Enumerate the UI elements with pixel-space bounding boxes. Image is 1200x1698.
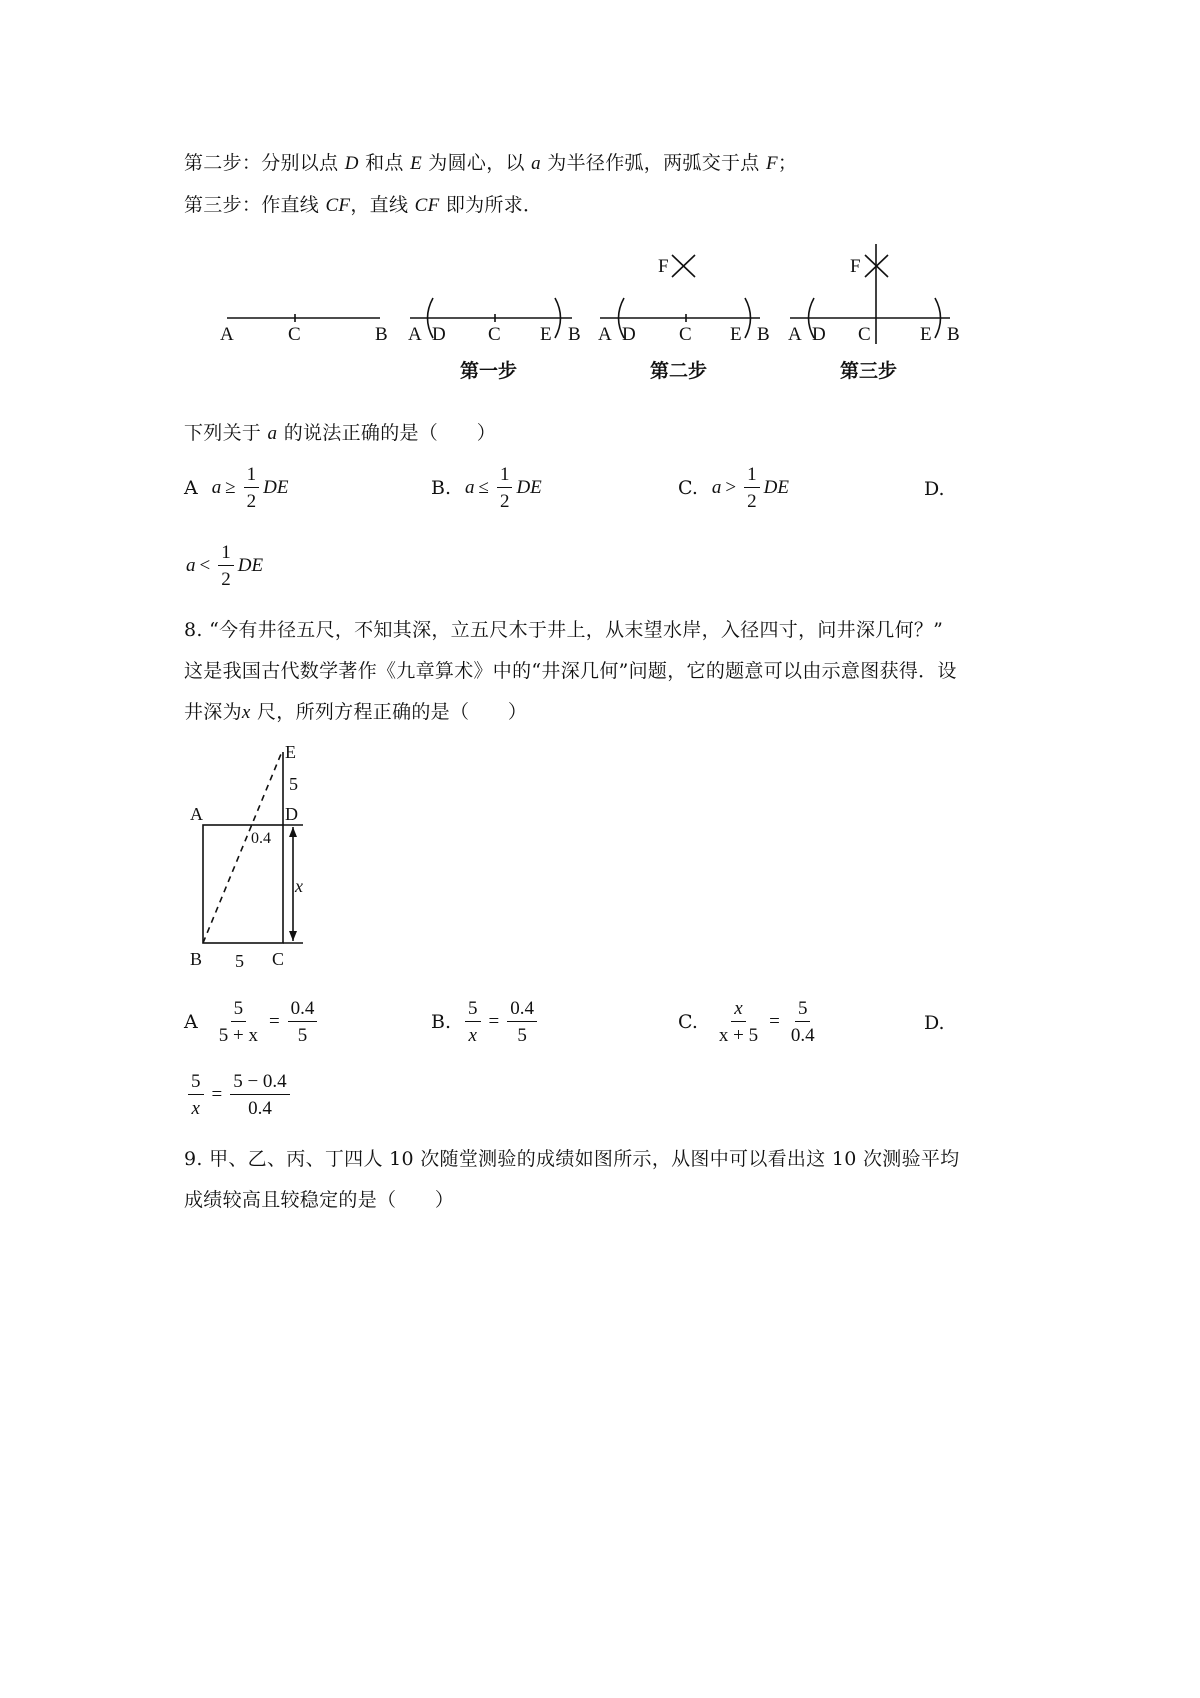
q7-option-c[interactable]: C. a > $\frac{1}{2}$ DE: [678, 464, 789, 512]
label-c-1: C: [488, 324, 501, 345]
label-f-2: F: [658, 256, 669, 277]
fraction-left: $\frac{5}{5 + x}$: [218, 998, 258, 1046]
q7-option-a[interactable]: A a ≥ $\frac{1}{2}$ DE: [184, 464, 289, 512]
step-3-text: 第三步：作直线 CF，直线 CF 即为所求．: [184, 194, 543, 216]
q8-option-d-label[interactable]: D.: [924, 1012, 945, 1034]
fraction-right: $\frac{0.4}{5}$: [507, 999, 537, 1045]
well-length-depth: x: [295, 876, 303, 896]
well-figure: [185, 740, 325, 980]
q7-option-b[interactable]: B. a ≤ $\frac{1}{2}$ DE: [431, 464, 542, 512]
well-length-bc: 5: [235, 951, 244, 971]
well-label-a: A: [190, 804, 203, 824]
q7-option-d-label[interactable]: D.: [924, 478, 945, 500]
equals-sign: =: [268, 1011, 280, 1032]
fraction-right: $\frac{0.4}{5}$: [288, 999, 318, 1045]
fraction-left: $\frac{5}{x}$: [188, 1072, 204, 1118]
q8-option-b[interactable]: B. $\frac{5}{x}$ = $\frac{0.4}{5}$: [431, 999, 541, 1045]
caption-step-3: 第三步: [840, 361, 898, 382]
label-f-3: F: [850, 256, 861, 277]
q9-stem-line-1: 9. 甲、乙、丙、丁四人 10 次随堂测验的成绩如图所示，从图中可以看出这 10 次测验平均: [184, 1148, 960, 1170]
q8-stem-line-3: 井深为x 尺，所列方程正确的是（ ）: [184, 701, 528, 723]
fraction: $\frac{1}{2}$: [218, 543, 234, 589]
equals-sign: =: [211, 1084, 223, 1105]
label-b-1: B: [568, 324, 581, 345]
label-d-3: D: [812, 324, 826, 345]
fraction-left: $\frac{5}{x}$: [465, 999, 481, 1045]
equals-sign: =: [769, 1011, 780, 1032]
fraction: $\frac{1}{2}$: [744, 465, 760, 511]
label-b-3: B: [947, 324, 960, 345]
q8-option-d[interactable]: [184, 1072, 294, 1118]
equals-sign: =: [488, 1011, 500, 1032]
q8-stem-line-1: 8. “今有井径五尺，不知其深，立五尺木于井上，从末望水岸，入径四寸，问井深几何？”: [184, 619, 944, 641]
label-e-2: E: [730, 324, 742, 345]
q8-option-a[interactable]: A $\frac{5}{5 + x}$ = $\frac{0.4}{5}$: [184, 999, 321, 1045]
q8-option-c[interactable]: C. $\frac{x}{x + 5}$ = $\frac{5}{0.4}$: [678, 999, 822, 1045]
label-d-1: D: [432, 324, 446, 345]
label-b-0: B: [375, 324, 388, 345]
fraction-right: $\frac{5 - 0.4}{0.4}$: [230, 1072, 289, 1118]
q7-stem: 下列关于 a 的说法正确的是（ ）: [184, 422, 496, 444]
label-a-2: A: [598, 324, 612, 345]
label-e-3: E: [920, 324, 932, 345]
q9-stem-line-2: 成绩较高且较稳定的是（ ）: [184, 1189, 455, 1211]
label-e-1: E: [540, 324, 552, 345]
q7-option-d[interactable]: a < $\frac{1}{2}$ DE: [186, 542, 264, 590]
well-label-c: C: [272, 949, 285, 969]
label-a-1: A: [408, 324, 422, 345]
label-c-0: C: [288, 324, 301, 345]
label-c-2: C: [679, 324, 692, 345]
fraction-left: $\frac{x}{x + 5}$: [718, 998, 759, 1046]
caption-step-1: 第一步: [460, 361, 518, 382]
label-a-0: A: [220, 324, 234, 345]
step-2-text: 第二步：分别以点 D 和点 E 为圆心，以 a 为半径作弧，两弧交于点 F；: [184, 152, 798, 174]
well-label-d: D: [285, 804, 298, 824]
well-length-inner: 0.4: [251, 830, 271, 847]
label-b-2: B: [757, 324, 770, 345]
fraction: $\frac{1}{2}$: [244, 465, 260, 511]
well-label-e: E: [285, 742, 296, 762]
q8-stem-line-2: 这是我国古代数学著作《九章算术》中的“井深几何”问题，它的题意可以由示意图获得．设: [184, 660, 957, 682]
well-length-ed: 5: [289, 774, 298, 794]
label-a-3: A: [788, 324, 802, 345]
label-c-3: C: [858, 324, 871, 345]
caption-step-2: 第二步: [650, 361, 708, 382]
label-d-2: D: [622, 324, 636, 345]
fraction: $\frac{1}{2}$: [497, 465, 513, 511]
well-label-b: B: [190, 949, 203, 969]
fraction-right: $\frac{5}{0.4}$: [790, 998, 815, 1046]
construction-steps-figure: [210, 240, 1000, 390]
